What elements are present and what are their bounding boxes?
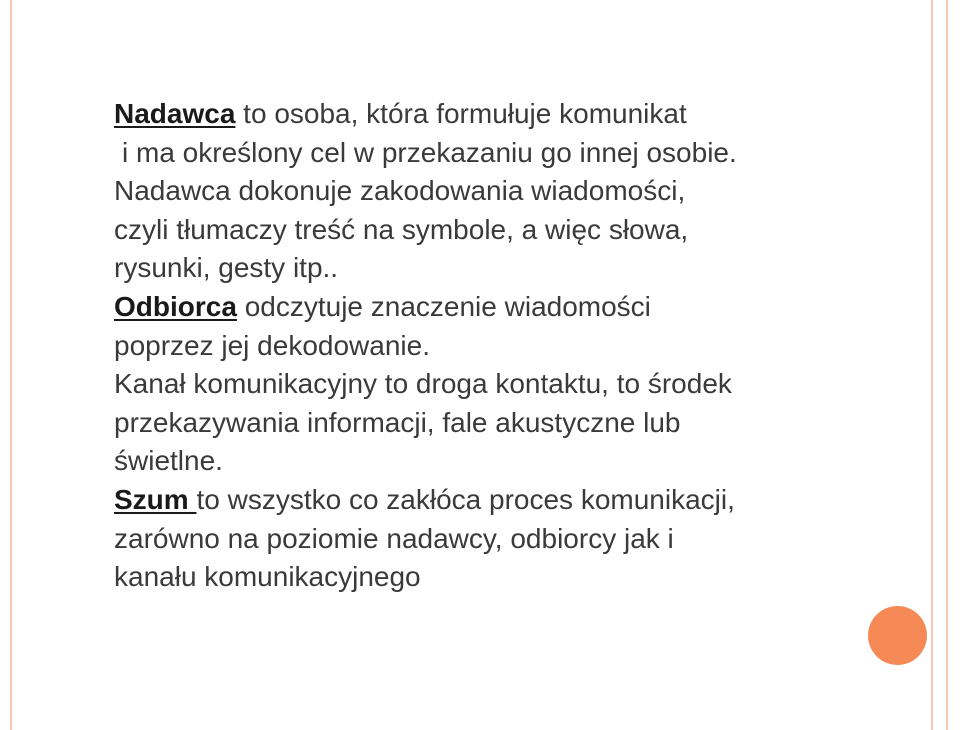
text-line-4: czyli tłumaczy treść na symbole, a więc słowa, — [114, 213, 689, 245]
left-border-line — [10, 0, 12, 730]
term-nadawca: Nadawca — [114, 98, 236, 129]
text-line-6 — [114, 288, 874, 327]
text-line-13: kanału komunikacyjnego — [114, 561, 421, 593]
line-11-text: to wszystko co zakłóca proces komunikacji, — [196, 483, 735, 515]
right-border-line-outer — [946, 0, 948, 730]
term-odbiorca: Odbiorca — [114, 290, 237, 322]
text-line-1 — [114, 95, 874, 134]
term-szum: Szum — [114, 483, 197, 515]
right-border-line-inner — [931, 0, 933, 730]
orange-circle-decoration — [868, 606, 927, 665]
text-line-12: zarówno na poziomie nadawcy, odbiorcy jak i — [114, 522, 674, 554]
text-line-9: przekazywania informacji, fale akustyczne lub — [114, 406, 681, 438]
text-line-8: Kanał komunikacyjny to droga kontaktu, to środek — [114, 368, 732, 400]
line-6-text: odczytuje znaczenie wiadomości — [236, 290, 651, 322]
text-line-2: i ma określony cel w przekazaniu go innej osobie. — [122, 136, 737, 168]
text-line-11 — [114, 481, 874, 520]
line-1-text: to osoba, która formułuje komunikat — [235, 98, 687, 129]
slide-text-block — [114, 95, 874, 597]
text-line-10: świetlne. — [114, 445, 223, 477]
text-line-5: rysunki, gesty itp.. — [114, 252, 339, 284]
text-line-3: Nadawca dokonuje zakodowania wiadomości, — [114, 175, 686, 207]
text-line-7: poprzez jej dekodowanie. — [114, 329, 430, 361]
